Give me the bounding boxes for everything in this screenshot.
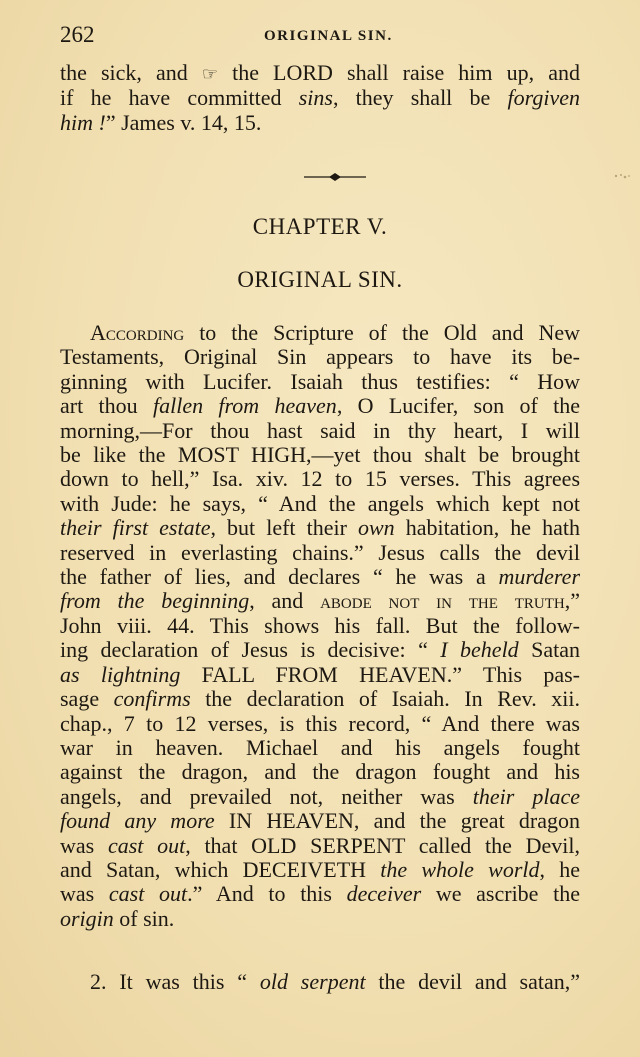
text-line: war in heaven. Michael and his angels fought (60, 734, 580, 760)
ornament-divider-icon (300, 170, 370, 184)
text-line: down to hell,” Isa. xiv. 12 to 15 verses. This agrees (60, 466, 580, 492)
text-line: with Jude: he says, “ And the angels which kept not (60, 490, 580, 516)
text-line: was cast out, that OLD SERPENT called the Devil, (60, 832, 580, 858)
text-line: as lightning FALL FROM HEAVEN.” This pas- (60, 661, 580, 687)
text-line: reserved in everlasting chains.” Jesus calls the devil (60, 539, 580, 565)
text-line: chap., 7 to 12 verses, is this record, “ And there was (60, 710, 580, 736)
text-line: morning,—For thou hast said in thy heart, I will (60, 417, 580, 443)
pointing-hand-icon: ☞ (201, 64, 218, 84)
text-line: was cast out.” And to this deceiver we ascribe the (60, 881, 580, 907)
text-line: the sick, and ☞ the LORD shall raise him up, and (60, 60, 580, 85)
chapter-subtitle: ORIGINAL SIN. (237, 267, 403, 292)
continuation-paragraph (60, 61, 580, 135)
page-number: 262 (60, 22, 95, 47)
text-line: if he have committed sins, they shall be forgiven (60, 85, 580, 111)
paper-blemish-icon (612, 172, 632, 180)
text-line: origin of sin. (60, 905, 175, 931)
text-line: and Satan, which DECEIVETH the whole world, he (60, 856, 581, 882)
text-line: sage confirms the declaration of Isaiah. In Rev. xii. (60, 686, 580, 712)
text-line: Testaments, Original Sin appears to have its be- (60, 344, 580, 370)
text-line: John viii. 44. This shows his fall. But the follow- (60, 612, 580, 638)
text-line: 2. It was this “ old serpent the devil and satan,” (90, 969, 580, 994)
text-line: According to the Scripture of the Old and New (90, 320, 580, 345)
page-header (60, 22, 600, 50)
text-line: him !” James v. 14, 15. (60, 109, 262, 135)
chapter-title: CHAPTER V. (252, 214, 388, 239)
running-title: ORIGINAL SIN. (264, 28, 393, 44)
numbered-paragraph (60, 970, 580, 994)
text-line: ing declaration of Jesus is decisive: “ I beheld Satan (60, 637, 580, 663)
text-line: be like the MOST HIGH,—yet thou shalt be brought (60, 442, 580, 468)
text-line: the father of lies, and declares “ he was a murderer (60, 564, 580, 590)
text-line: their first estate, but left their own habitation, he hath (60, 515, 580, 541)
text-line: against the dragon, and the dragon fought and his (60, 759, 580, 785)
body-paragraph (60, 321, 580, 931)
text-line: angels, and prevailed not, neither was their place (60, 783, 580, 809)
text-line: ginning with Lucifer. Isaiah thus testifies: “ How (60, 368, 580, 394)
text-line: found any more IN HEAVEN, and the great dragon (60, 808, 580, 834)
text-line: art thou fallen from heaven, O Lucifer, son of the (60, 393, 580, 419)
text-line: from the beginning, and abode not in the truth,” (60, 588, 580, 614)
